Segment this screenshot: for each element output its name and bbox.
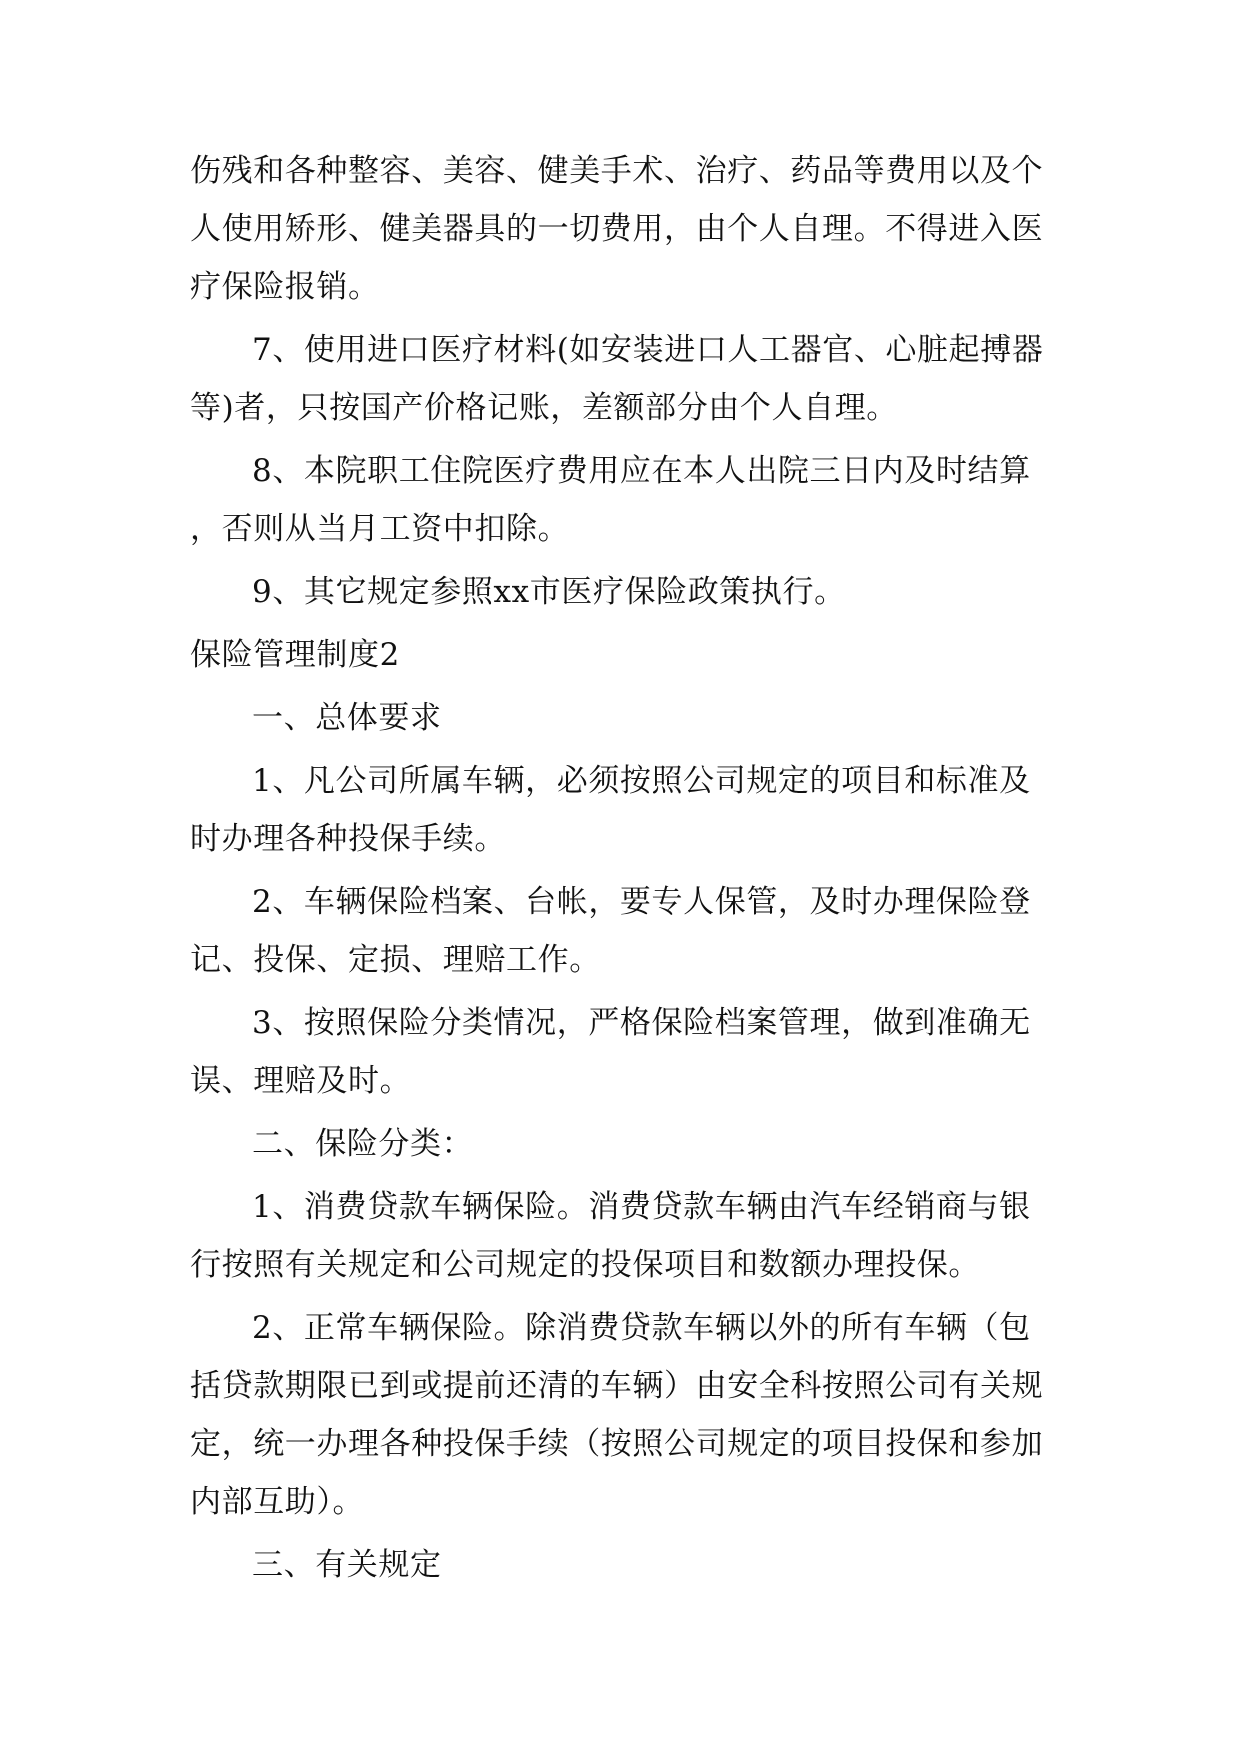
part-1-item-2: 2、车辆保险档案、台帐，要专人保管，及时办理保险登记、投保、定损、理赔工作。 <box>190 884 1031 978</box>
section-title: 保险管理制度2 <box>190 637 400 673</box>
part-1-item-3: 3、按照保险分类情况，严格保险档案管理，做到准确无误、理赔及时。 <box>190 1005 1031 1099</box>
part-2-heading: 二、保险分类： <box>252 1126 474 1162</box>
item-8: 8、本院职工住院医疗费用应在本人出院三日内及时结算，否则从当月工资中扣除。 <box>190 453 1031 547</box>
part-1-item-1: 1、凡公司所属车辆，必须按照公司规定的项目和标准及时办理各种投保手续。 <box>190 763 1031 857</box>
part-1-heading: 一、总体要求 <box>252 700 442 736</box>
document-page <box>190 142 1060 1599</box>
part-2-item-1: 1、消费贷款车辆保险。消费贷款车辆由汽车经销商与银行按照有关规定和公司规定的投保项目和数额办理投保。 <box>190 1189 1031 1283</box>
part-2-item-2: 2、正常车辆保险。除消费贷款车辆以外的所有车辆（包括贷款期限已到或提前还清的车辆）由安全科按照公司有关规定，统一办理各种投保手续（按照公司规定的项目投保和参加内部互助）。 <box>190 1310 1044 1520</box>
continued-paragraph: 伤残和各种整容、美容、健美手术、治疗、药品等费用以及个人使用矫形、健美器具的一切费用，由个人自理。不得进入医疗保险报销。 <box>190 153 1044 305</box>
item-7: 7、使用进口医疗材料(如安装进口人工器官、心脏起搏器等)者，只按国产价格记账，差额部分由个人自理。 <box>190 332 1044 426</box>
item-9: 9、其它规定参照xx市医疗保险政策执行。 <box>252 574 846 610</box>
part-3-heading: 三、有关规定 <box>252 1547 442 1583</box>
